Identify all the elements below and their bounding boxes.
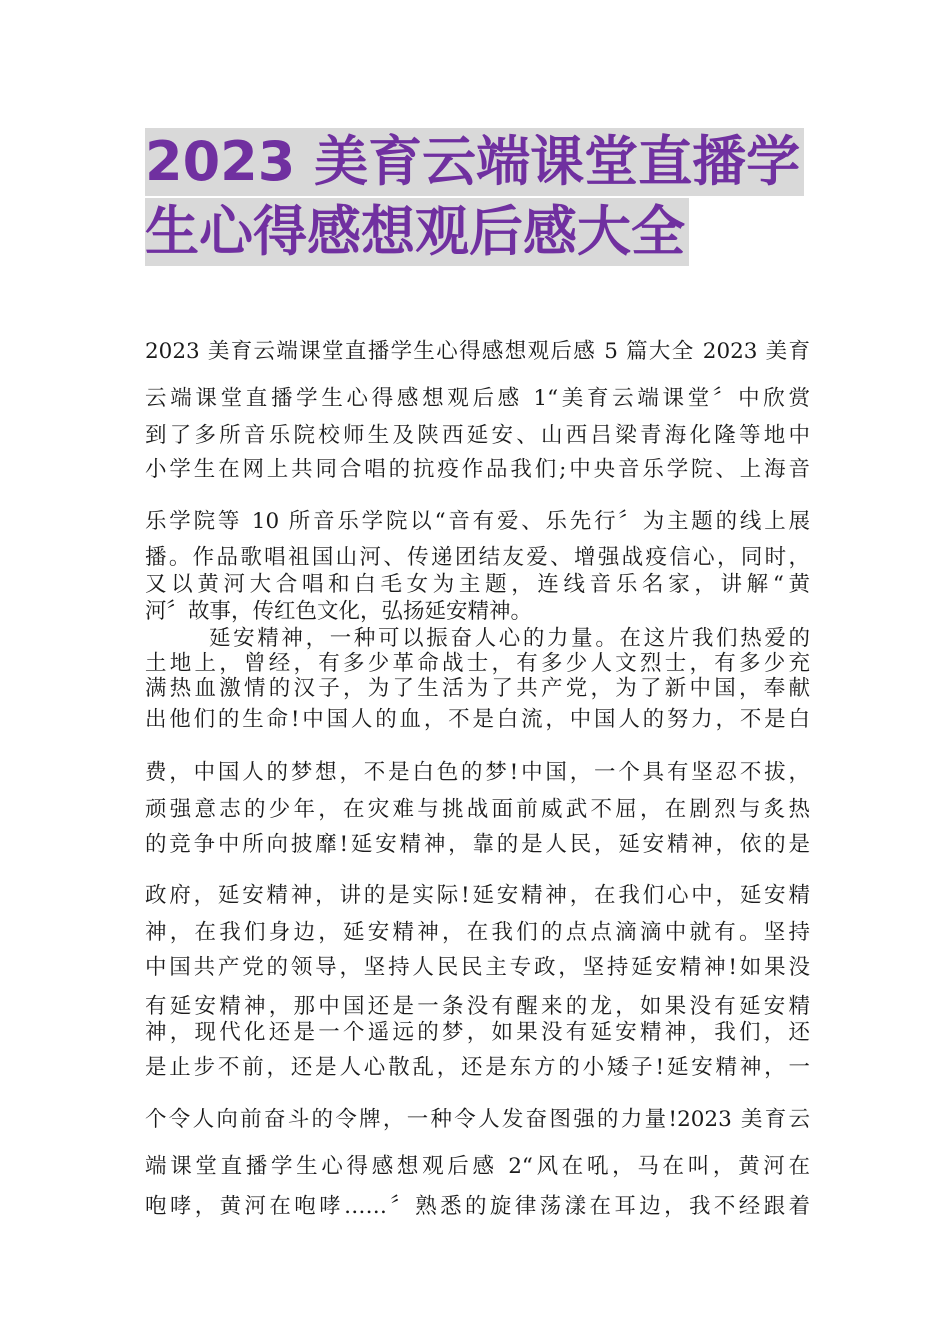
body-line: 的竞争中所向披靡!延安精神，靠的是人民，延安精神，依的是 (145, 832, 810, 857)
body-line: 又以黄河大合唱和白毛女为主题，连线音乐名家，讲解“黄 (145, 572, 810, 597)
body-line: 小学生在网上共同合唱的抗疫作品我们;中央音乐学院、上海音 (145, 457, 810, 482)
body-line: 神，现代化还是一个遥远的梦，如果没有延安精神，我们，还 (145, 1020, 810, 1045)
body-line: 2023 美育云端课堂直播学生心得感想观后感 5 篇大全 2023 美育 (145, 339, 810, 364)
body-line: 乐学院等 10 所音乐学院以“音有爱、乐先行〞为主题的线上展 (145, 509, 810, 534)
title-line-2: 生心得感想观后感大全 (145, 198, 689, 266)
body-line: 咆哮，黄河在咆哮……〞熟悉的旋律荡漾在耳边，我不经跟着 (145, 1194, 810, 1219)
body-line: 是止步不前，还是人心散乱，还是东方的小矮子!延安精神，一 (145, 1055, 810, 1080)
body-line: 中国共产党的领导，坚持人民民主专政，坚持延安精神!如果没 (145, 955, 810, 980)
body-line: 政府，延安精神，讲的是实际!延安精神，在我们心中，延安精 (145, 883, 810, 908)
body-line: 满热血激情的汉子，为了生活为了共产党，为了新中国，奉献 (145, 676, 810, 701)
body-line: 顽强意志的少年，在灾难与挑战面前威武不屈，在剧烈与炙热 (145, 797, 810, 822)
body-line: 有延安精神，那中国还是一条没有醒来的龙，如果没有延安精 (145, 994, 810, 1019)
document-title (145, 128, 810, 266)
body-line: 延安精神，一种可以振奋人心的力量。在这片我们热爱的 (209, 626, 810, 651)
body-line: 河〞故事，传红色文化，弘扬延安精神。 (145, 599, 533, 624)
body-line: 神，在我们身边，延安精神，在我们的点点滴滴中就有。坚持 (145, 920, 810, 945)
body-line: 土地上，曾经，有多少革命战士，有多少人文烈士，有多少充 (145, 651, 810, 676)
body-line: 端课堂直播学生心得感想观后感 2“风在吼，马在叫，黄河在 (145, 1154, 810, 1179)
body-line: 出他们的生命!中国人的血，不是白流，中国人的努力，不是白 (145, 707, 810, 732)
body-line: 云端课堂直播学生心得感想观后感 1“美育云端课堂〞中欣赏 (145, 386, 810, 411)
body-line: 费，中国人的梦想，不是白色的梦!中国，一个具有坚忍不拔， (145, 760, 810, 785)
body-line: 播。作品歌唱祖国山河、传递团结友爱、增强战疫信心，同时， (145, 545, 810, 570)
body-line: 个令人向前奋斗的令牌，一种令人发奋图强的力量!2023 美育云 (145, 1107, 810, 1132)
title-line-1: 2023 美育云端课堂直播学 (145, 128, 804, 196)
body-line: 到了多所音乐院校师生及陕西延安、山西吕梁青海化隆等地中 (145, 423, 810, 448)
